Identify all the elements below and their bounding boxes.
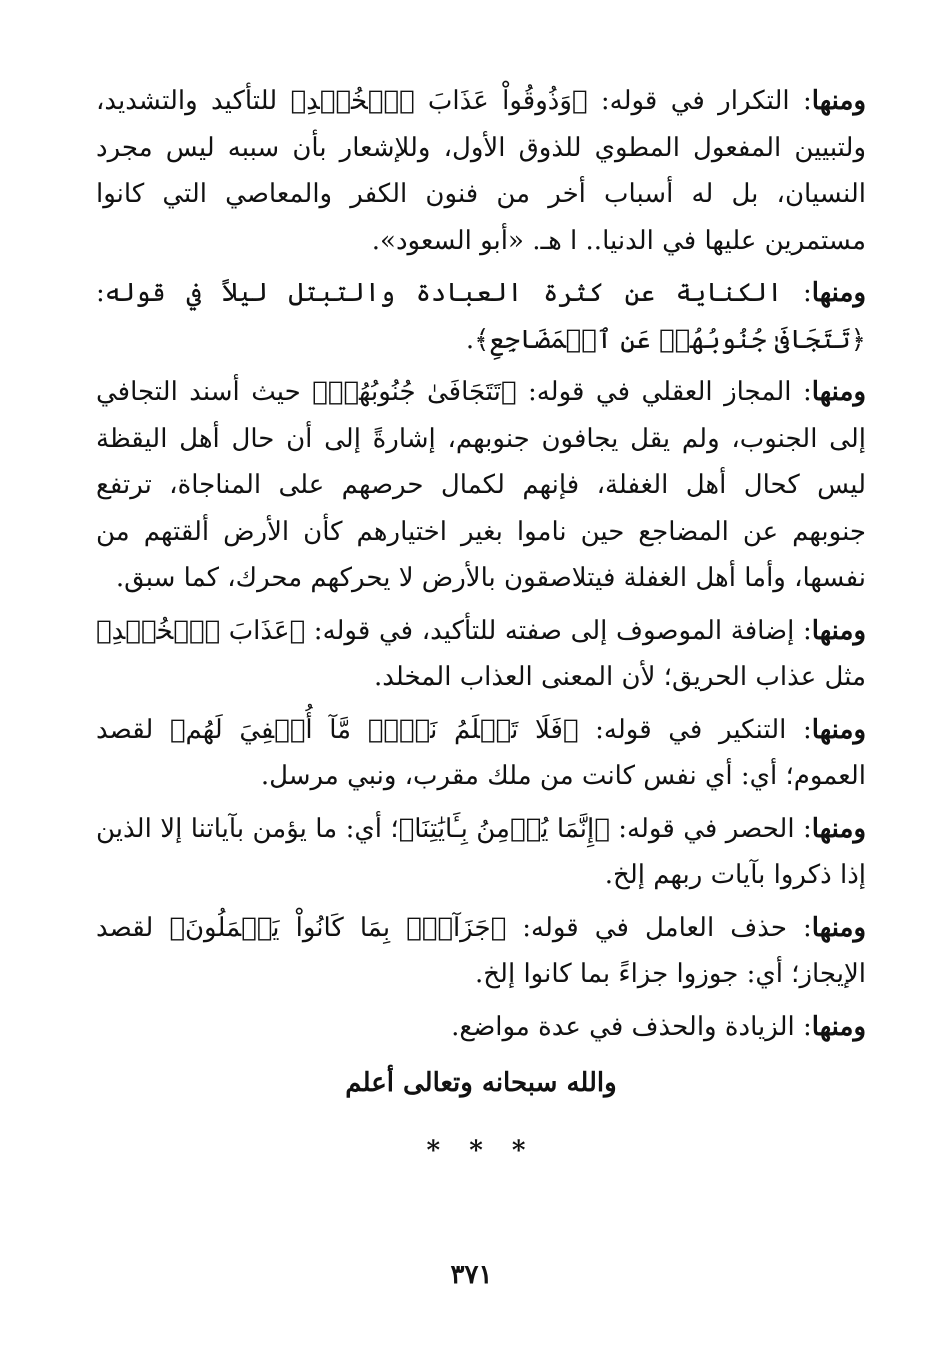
paragraph-lead: ومنها [811, 813, 866, 844]
closing-formula: والله سبحانه وتعالى أعلم [345, 1068, 617, 1098]
paragraph-text: : التكرار في قوله: ﴿وَذُوقُواْ عَذَابَ ٱلۡخُلۡدِ﴾ للتأكيد والتشديد، ولتبيين المفعول المطوي للذوق الأول، وللإشعار بأن سببه ليس مجرد النسيان، بل له أسباب أخر من فنون الكفر والمعاصي التي كانوا مستمرين عليها في الدنيا.. ا هـ. «أبو السعود». [96, 86, 866, 256]
paragraph-repetition [96, 78, 866, 264]
paragraph-addition-omission [96, 1004, 866, 1051]
paragraph-ellipsis [96, 905, 866, 998]
paragraph-lead: ومنها [811, 377, 866, 407]
paragraph-text: : المجاز العقلي في قوله: ﴿تَتَجَافَىٰ جُنُوبُهُمۡ﴾ حيث أسند التجافي إلى الجنوب، ولم يقل يجافون جنوبهم، إشارةً إلى أن حال أهل اليقظة ليس كحال أهل الغفلة، فإنهم لكمال حرصهم على المناجاة، ترتفع جنوبهم عن المضاجع حين ناموا بغير اختيارهم كأن الأرض ألقتهم من نفسها، وأما أهل الغفلة فيتلاصقون بالأرض لا يحركهم محرك، كما سبق. [96, 377, 866, 593]
paragraph-annexation [96, 608, 866, 701]
page-number: ٣٧١ [450, 1260, 493, 1290]
paragraph-restriction [96, 806, 866, 899]
paragraph-lead: ومنها [811, 1011, 866, 1042]
paragraph-text: : حذف العامل في قوله: ﴿جَزَآءَۢ بِمَا كَانُواْ يَعۡمَلُونَ﴾ لقصد الإيجاز؛ أي: جوزوا جزاءً بما كانوا إلخ. [96, 912, 866, 989]
paragraph-text: : الزيادة والحذف في عدة مواضع. [451, 1011, 812, 1042]
paragraph-text: : الكناية عن كثرة العبادة والتبتل ليلاً في قوله: ﴿تَتَجَافَىٰ جُنُوبُهُمۡ عَنِ ٱلۡمَضَاجِعِ﴾. [96, 278, 866, 355]
paragraph-indefiniteness [96, 707, 866, 800]
paragraph-metonymy [96, 270, 866, 363]
page-body [96, 78, 866, 1166]
paragraph-lead: ومنها [811, 86, 866, 116]
paragraph-lead: ومنها [811, 278, 866, 308]
paragraph-lead: ومنها [811, 615, 866, 646]
paragraph-lead: ومنها [811, 912, 867, 943]
paragraph-text: : إضافة الموصوف إلى صفته للتأكيد، في قوله: ﴿عَذَابَ ٱلۡخُلۡدِ﴾ مثل عذاب الحريق؛ لأن المعنى العذاب المخلد. [96, 615, 866, 692]
paragraph-text: : الحصر في قوله: ﴿إِنَّمَا يُؤۡمِنُ بِـَٔايَٰتِنَا﴾؛ أي: ما يؤمن بآياتنا إلا الذين إذا ذكروا بآيات ربهم إلخ. [96, 813, 866, 890]
paragraph-text: : التنكير في قوله: ﴿فَلَا تَعۡلَمُ نَفۡسٞ مَّآ أُخۡفِيَ لَهُم﴾ لقصد العموم؛ أي: أي نفس كانت من ملك مقرب، ونبي مرسل. [96, 714, 866, 791]
section-separator: * * * [426, 1136, 536, 1166]
paragraph-rational-metaphor [96, 369, 866, 602]
paragraph-lead: ومنها [811, 714, 866, 745]
